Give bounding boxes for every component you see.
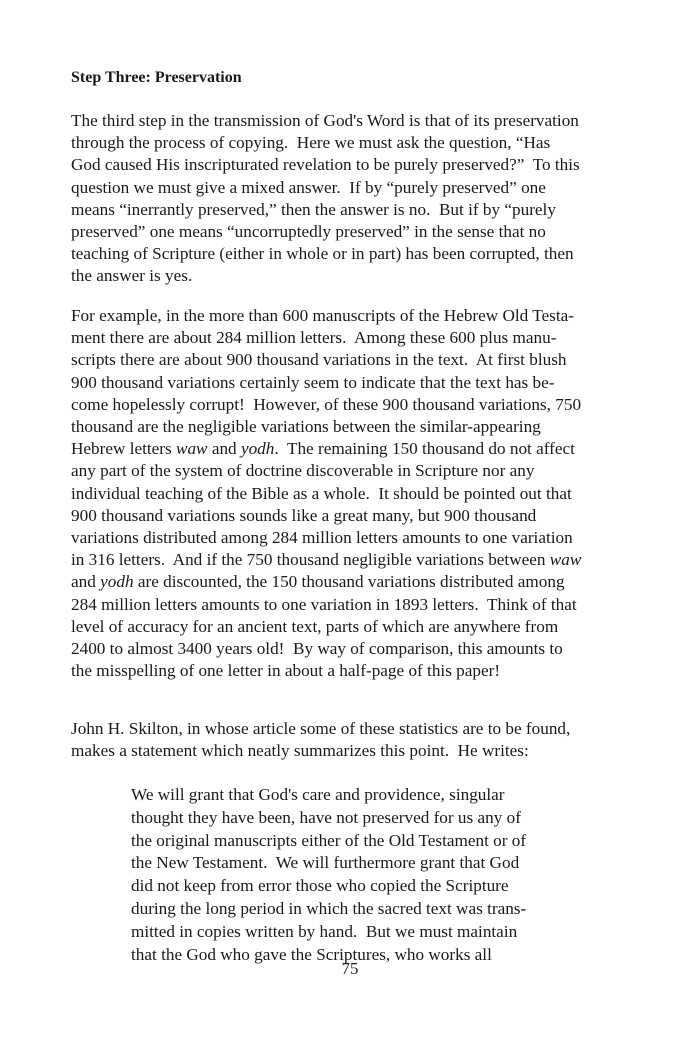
- quote-line: did not keep from error those who copied the Scripture: [131, 876, 509, 896]
- quote-line: that the God who gave the Scriptures, who works all: [131, 944, 492, 964]
- section-heading: Step Three: Preservation: [71, 69, 242, 86]
- text-line: preserved” one means “uncorruptedly preserved” in the sense that no: [71, 222, 546, 242]
- text-line: through the process of copying. Here we must ask the question, “Has: [71, 133, 551, 153]
- text-line: John H. Skilton, in whose article some of these statistics are to be found,: [71, 719, 571, 738]
- page-number: 75: [341, 959, 359, 978]
- text-segment: in 316 letters. And if the 750 thousand negligible variations between: [71, 550, 550, 570]
- quote-line: the New Testament. We will furthermore grant that God: [131, 853, 520, 873]
- text-segment: and: [71, 572, 101, 592]
- text-line: thousand are the negligible variations between the similar-appearing: [71, 417, 541, 437]
- quote-line: mitted in copies written by hand. But we must maintain: [131, 921, 518, 941]
- text-line: The third step in the transmission of God's Word is that of its preservation: [71, 111, 579, 130]
- text-line: [71, 438, 631, 460]
- text-segment: are discounted, the 150 thousand variations distributed among: [133, 572, 565, 592]
- text-line: [71, 571, 631, 593]
- paragraph-preservation-intro: [71, 110, 631, 288]
- text-line: come hopelessly corrupt! However, of these 900 thousand variations, 750: [71, 394, 582, 414]
- text-line: means “inerrantly preserved,” then the answer is no. But if by “purely: [71, 199, 556, 219]
- italic-term-waw: waw: [549, 550, 582, 570]
- text-line: 900 thousand variations certainly seem to indicate that the text has be-: [71, 372, 555, 392]
- text-line: level of accuracy for an ancient text, parts of which are anywhere from: [71, 616, 559, 636]
- text-line: ment there are about 284 million letters. Among these 600 plus manu-: [71, 328, 557, 348]
- text-segment: and: [207, 439, 241, 459]
- text-line: makes a statement which neatly summarizes this point. He writes:: [71, 741, 529, 761]
- text-line: the answer is yes.: [71, 266, 193, 286]
- text-line: any part of the system of doctrine discoverable in Scripture nor any: [71, 461, 535, 481]
- text-line: 2400 to almost 3400 years old! By way of comparison, this amounts to: [71, 639, 563, 659]
- italic-term-yodh: yodh: [100, 572, 134, 592]
- text-line: the misspelling of one letter in about a half-page of this paper!: [71, 661, 501, 681]
- text-line: question we must give a mixed answer. If by “purely preserved” one: [71, 177, 546, 197]
- text-line: [71, 549, 631, 571]
- text-line: God caused His inscripturated revelation to be purely preserved?” To this: [71, 155, 580, 175]
- quote-line: thought they have been, have not preserved for us any of: [131, 807, 521, 827]
- text-line: scripts there are about 900 thousand variations in the text. At first blush: [71, 350, 567, 370]
- text-line: teaching of Scripture (either in whole or in part) has been corrupted, then: [71, 244, 574, 264]
- text-line: 900 thousand variations sounds like a great many, but 900 thousand: [71, 505, 537, 525]
- quote-line: during the long period in which the sacred text was trans-: [131, 898, 527, 918]
- quote-line: We will grant that God's care and providence, singular: [131, 785, 505, 804]
- paragraph-hebrew-manuscripts: [71, 305, 631, 682]
- italic-term-yodh: yodh: [240, 439, 275, 459]
- text-line: For example, in the more than 600 manuscripts of the Hebrew Old Testa-: [71, 306, 574, 325]
- text-line: 284 million letters amounts to one variation in 1893 letters. Think of that: [71, 594, 577, 614]
- italic-term-waw: waw: [176, 439, 208, 459]
- text-line: variations distributed among 284 million letters amounts to one variation: [71, 528, 573, 548]
- text-segment: Hebrew letters: [71, 439, 176, 459]
- text-line: individual teaching of the Bible as a whole. It should be pointed out that: [71, 483, 572, 503]
- block-quote: [131, 784, 601, 966]
- quote-line: the original manuscripts either of the Old Testament or of: [131, 830, 527, 850]
- text-segment: . The remaining 150 thousand do not affect: [274, 439, 575, 459]
- paragraph-skilton-intro: [71, 718, 631, 762]
